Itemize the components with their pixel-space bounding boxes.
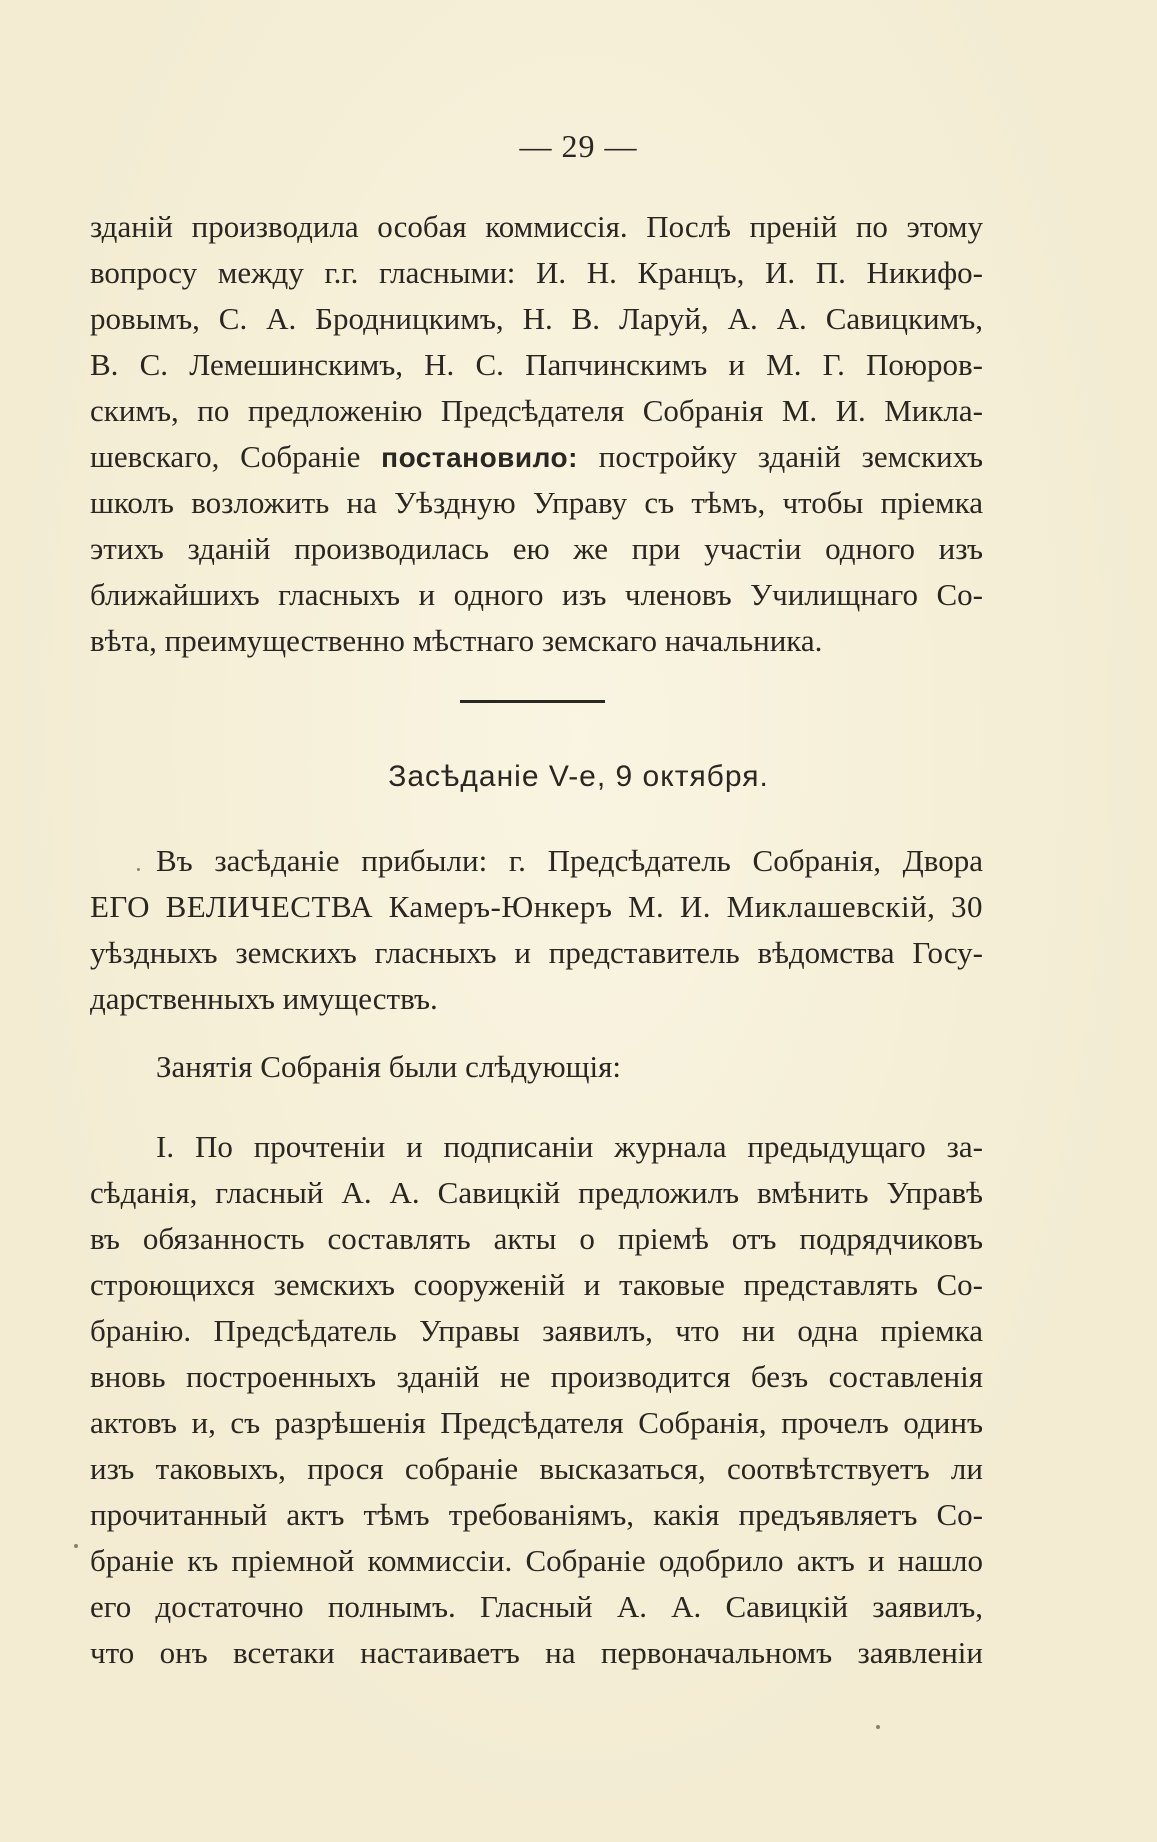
text-line: вопросу между г.г. гласными: И. Н. Кранцъ, И. П. Никифо- [90, 255, 983, 290]
text-line: скимъ, по предложенію Предсѣдателя Собранія М. И. Микла- [90, 393, 983, 428]
text-line: В. С. Лемешинскимъ, Н. С. Папчинскимъ и М. Г. Поюров- [90, 347, 983, 382]
text-line: уѣздныхъ земскихъ гласныхъ и представитель вѣдомства Госу- [90, 935, 983, 970]
text-line: что онъ всетаки настаиваетъ на первоначальномъ заявленіи [90, 1635, 983, 1670]
text-line: вѣта, преимущественно мѣстнаго земскаго начальника. [90, 623, 823, 658]
text-fragment: постройку зданій земскихъ [598, 439, 983, 474]
text-line: въ обязанность составлять акты о пріемѣ отъ подрядчиковъ [90, 1221, 983, 1256]
text-line: строющихся земскихъ сооруженій и таковые представлять Со- [90, 1267, 983, 1302]
section-divider [460, 700, 605, 703]
paragraph-commission [90, 204, 983, 664]
page-number: — 29 — [519, 128, 638, 164]
text-line: школъ возложить на Уѣздную Управу съ тѣмъ, чтобы пріемка [90, 485, 983, 520]
text-line: сѣданія, гласный А. А. Савицкій предложилъ вмѣнить Управѣ [90, 1175, 983, 1210]
text-line: Занятія Собранія были слѣдующія: [156, 1049, 621, 1084]
session-heading: Засѣданіе V-е, 9 октября. [388, 760, 769, 793]
text-line: Въ засѣданіе прибыли: г. Предсѣдатель Собранія, Двора [156, 843, 983, 878]
text-line: изъ таковыхъ, прося собраніе высказаться, соотвѣтствуетъ ли [90, 1451, 983, 1486]
text-line: ближайшихъ гласныхъ и одного изъ членовъ Училищнаго Со- [90, 577, 983, 612]
resolution-keyword: постановило: [381, 442, 578, 473]
paragraph-agenda-intro [90, 1044, 983, 1090]
text-fragment: шевскаго, Собраніе [90, 439, 361, 474]
ink-speck [876, 1725, 880, 1729]
text-line: прочитанный актъ тѣмъ требованіямъ, какія предъявляетъ Со- [90, 1497, 983, 1532]
text-line-with-resolution [90, 434, 983, 480]
text-line: ЕГО ВЕЛИЧЕСТВА Камеръ-Юнкеръ М. И. Миклашевскій, 30 [90, 889, 983, 924]
text-line: браніе къ пріемной коммиссіи. Собраніе одобрило актъ и нашло [90, 1543, 983, 1578]
paragraph-attendance [90, 838, 983, 1022]
text-line: ровымъ, С. А. Бродницкимъ, Н. В. Ларуй, А. А. Савицкимъ, [90, 301, 983, 336]
text-line: его достаточно полнымъ. Гласный А. А. Савицкій заявилъ, [90, 1589, 983, 1624]
ink-speck [74, 1544, 78, 1548]
text-line: актовъ и, съ разрѣшенія Предсѣдателя Собранія, прочелъ одинъ [90, 1405, 983, 1440]
text-line: зданій производила особая коммиссія. Послѣ преній по этому [90, 209, 983, 244]
ink-speck [137, 868, 140, 871]
text-line: вновь построенныхъ зданій не производится безъ составленія [90, 1359, 983, 1394]
text-line: бранію. Предсѣдатель Управы заявилъ, что ни одна пріемка [90, 1313, 983, 1348]
text-line: I. По прочтеніи и подписаніи журнала предыдущаго за- [156, 1129, 983, 1164]
text-line: этихъ зданій производилась ею же при участіи одного изъ [90, 531, 983, 566]
paragraph-item-one [90, 1124, 983, 1676]
text-line: дарственныхъ имуществъ. [90, 981, 438, 1016]
